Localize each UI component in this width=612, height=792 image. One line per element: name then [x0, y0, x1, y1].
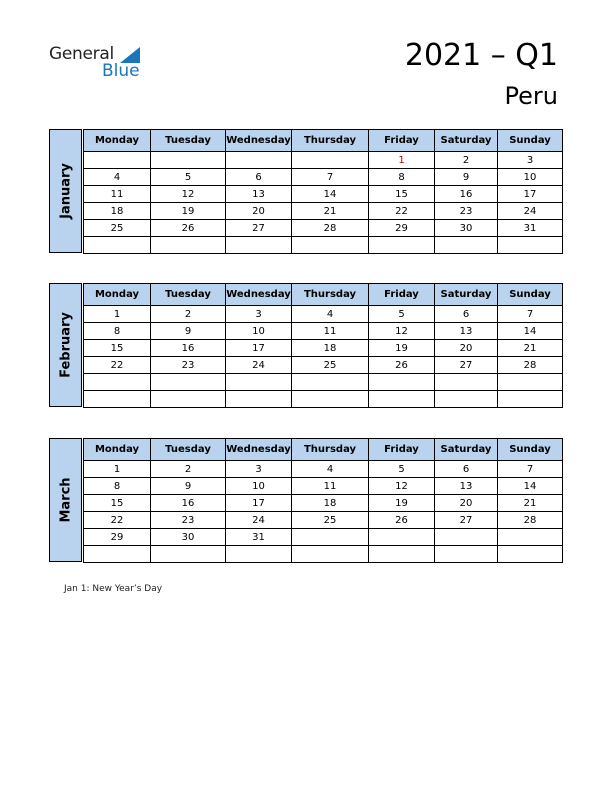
day-cell: 27	[226, 220, 292, 237]
week-row	[84, 237, 563, 254]
weekday-header: Monday	[84, 130, 151, 152]
week-row	[84, 323, 563, 340]
day-cell: 11	[84, 186, 151, 203]
day-cell	[84, 374, 151, 391]
day-cell: 7	[498, 306, 563, 323]
day-cell	[435, 546, 498, 563]
weekday-header: Monday	[84, 284, 151, 306]
week-row	[84, 169, 563, 186]
day-cell: 21	[498, 340, 563, 357]
day-cell	[226, 237, 292, 254]
weekday-header: Wednesday	[226, 130, 292, 152]
weekday-header: Friday	[369, 130, 435, 152]
day-cell	[292, 374, 369, 391]
day-cell: 12	[369, 323, 435, 340]
day-cell: 19	[369, 495, 435, 512]
day-cell	[226, 152, 292, 169]
weekday-header-row	[84, 439, 563, 461]
day-cell: 16	[151, 495, 226, 512]
day-cell	[498, 374, 563, 391]
day-cell	[435, 391, 498, 408]
month-name: January	[58, 163, 73, 219]
weekday-header: Thursday	[292, 284, 369, 306]
holiday-note: Jan 1: New Year’s Day	[64, 584, 163, 594]
day-cell	[435, 374, 498, 391]
weekday-header: Monday	[84, 439, 151, 461]
day-cell: 15	[84, 340, 151, 357]
day-cell: 3	[226, 461, 292, 478]
day-cell: 10	[226, 323, 292, 340]
day-cell: 7	[498, 461, 563, 478]
weekday-header: Tuesday	[151, 130, 226, 152]
day-cell: 6	[435, 461, 498, 478]
weekday-header: Thursday	[292, 130, 369, 152]
week-row	[84, 306, 563, 323]
day-cell: 14	[498, 323, 563, 340]
day-cell	[369, 237, 435, 254]
day-cell: 13	[435, 323, 498, 340]
day-cell: 3	[498, 152, 563, 169]
month-name: March	[58, 477, 73, 523]
day-cell: 27	[435, 357, 498, 374]
day-cell: 26	[369, 512, 435, 529]
weekday-header: Tuesday	[151, 439, 226, 461]
day-cell: 9	[435, 169, 498, 186]
day-cell: 6	[226, 169, 292, 186]
day-cell	[151, 391, 226, 408]
day-cell: 6	[435, 306, 498, 323]
day-cell: 22	[369, 203, 435, 220]
day-cell	[226, 374, 292, 391]
day-cell: 16	[151, 340, 226, 357]
day-cell: 22	[84, 357, 151, 374]
day-cell	[292, 546, 369, 563]
day-cell: 31	[498, 220, 563, 237]
week-row	[84, 529, 563, 546]
week-row	[84, 152, 563, 169]
weekday-header: Thursday	[292, 439, 369, 461]
day-cell: 25	[84, 220, 151, 237]
day-cell	[84, 391, 151, 408]
month-label-cell	[49, 283, 82, 407]
weekday-header: Saturday	[435, 439, 498, 461]
day-cell: 5	[369, 461, 435, 478]
day-cell: 14	[292, 186, 369, 203]
day-cell: 7	[292, 169, 369, 186]
day-cell: 28	[498, 512, 563, 529]
day-cell: 30	[151, 529, 226, 546]
day-cell: 2	[435, 152, 498, 169]
week-row	[84, 186, 563, 203]
day-cell	[292, 529, 369, 546]
weekday-header: Friday	[369, 284, 435, 306]
day-cell	[435, 529, 498, 546]
month-name: February	[58, 312, 73, 378]
day-cell	[498, 237, 563, 254]
week-row	[84, 374, 563, 391]
month-grid	[83, 129, 563, 254]
day-cell	[151, 152, 226, 169]
day-cell	[84, 152, 151, 169]
day-cell: 1	[84, 461, 151, 478]
week-row	[84, 357, 563, 374]
day-cell: 18	[292, 340, 369, 357]
day-cell: 8	[84, 478, 151, 495]
month-calendar-january	[49, 129, 563, 255]
day-cell: 1	[369, 152, 435, 169]
day-cell: 23	[151, 357, 226, 374]
day-cell	[151, 237, 226, 254]
day-cell: 18	[292, 495, 369, 512]
day-cell	[151, 374, 226, 391]
day-cell	[151, 546, 226, 563]
day-cell: 15	[369, 186, 435, 203]
day-cell: 17	[226, 340, 292, 357]
day-cell: 4	[292, 306, 369, 323]
month-label-cell	[49, 129, 82, 253]
day-cell: 28	[292, 220, 369, 237]
day-cell: 20	[435, 495, 498, 512]
day-cell: 2	[151, 306, 226, 323]
day-cell: 25	[292, 357, 369, 374]
day-cell: 1	[84, 306, 151, 323]
day-cell	[498, 546, 563, 563]
month-calendar-february	[49, 283, 563, 409]
generalblue-logo	[49, 44, 159, 84]
weekday-header: Tuesday	[151, 284, 226, 306]
day-cell: 11	[292, 323, 369, 340]
day-cell: 10	[498, 169, 563, 186]
day-cell	[369, 529, 435, 546]
weekday-header: Friday	[369, 439, 435, 461]
day-cell: 12	[151, 186, 226, 203]
day-cell	[292, 237, 369, 254]
logo-general-text: General	[49, 44, 114, 64]
weekday-header: Saturday	[435, 130, 498, 152]
day-cell: 16	[435, 186, 498, 203]
weekday-header: Wednesday	[226, 284, 292, 306]
day-cell: 31	[226, 529, 292, 546]
day-cell: 23	[151, 512, 226, 529]
day-cell: 18	[84, 203, 151, 220]
weekday-header: Sunday	[498, 439, 563, 461]
day-cell: 22	[84, 512, 151, 529]
day-cell: 21	[292, 203, 369, 220]
day-cell: 3	[226, 306, 292, 323]
day-cell	[369, 374, 435, 391]
day-cell: 10	[226, 478, 292, 495]
day-cell: 26	[151, 220, 226, 237]
week-row	[84, 461, 563, 478]
day-cell	[498, 529, 563, 546]
day-cell	[84, 546, 151, 563]
day-cell: 4	[292, 461, 369, 478]
week-row	[84, 203, 563, 220]
day-cell: 2	[151, 461, 226, 478]
day-cell: 13	[435, 478, 498, 495]
day-cell	[435, 237, 498, 254]
weekday-header: Saturday	[435, 284, 498, 306]
day-cell	[84, 237, 151, 254]
day-cell	[369, 391, 435, 408]
weekday-header: Wednesday	[226, 439, 292, 461]
day-cell: 9	[151, 323, 226, 340]
day-cell: 20	[226, 203, 292, 220]
day-cell	[292, 152, 369, 169]
day-cell: 27	[435, 512, 498, 529]
day-cell: 8	[369, 169, 435, 186]
day-cell: 17	[226, 495, 292, 512]
day-cell: 26	[369, 357, 435, 374]
weekday-header-row	[84, 284, 563, 306]
day-cell: 29	[369, 220, 435, 237]
day-cell: 9	[151, 478, 226, 495]
week-row	[84, 340, 563, 357]
month-label-cell	[49, 438, 82, 562]
day-cell	[498, 391, 563, 408]
day-cell: 30	[435, 220, 498, 237]
month-calendar-march	[49, 438, 563, 564]
day-cell: 29	[84, 529, 151, 546]
day-cell: 4	[84, 169, 151, 186]
day-cell	[369, 546, 435, 563]
month-grid	[83, 438, 563, 563]
day-cell: 15	[84, 495, 151, 512]
day-cell: 20	[435, 340, 498, 357]
day-cell: 12	[369, 478, 435, 495]
day-cell: 21	[498, 495, 563, 512]
month-grid	[83, 283, 563, 408]
day-cell	[292, 391, 369, 408]
day-cell: 24	[226, 512, 292, 529]
logo-blue-text: Blue	[102, 61, 140, 81]
day-cell: 5	[151, 169, 226, 186]
day-cell: 25	[292, 512, 369, 529]
week-row	[84, 220, 563, 237]
day-cell	[226, 546, 292, 563]
day-cell: 17	[498, 186, 563, 203]
day-cell	[226, 391, 292, 408]
day-cell: 13	[226, 186, 292, 203]
day-cell: 19	[369, 340, 435, 357]
weekday-header: Sunday	[498, 284, 563, 306]
page-title: 2021 – Q1	[404, 38, 558, 73]
weekday-header-row	[84, 130, 563, 152]
day-cell: 5	[369, 306, 435, 323]
day-cell: 11	[292, 478, 369, 495]
week-row	[84, 546, 563, 563]
day-cell: 24	[226, 357, 292, 374]
week-row	[84, 478, 563, 495]
week-row	[84, 391, 563, 408]
day-cell: 8	[84, 323, 151, 340]
day-cell: 19	[151, 203, 226, 220]
weekday-header: Sunday	[498, 130, 563, 152]
day-cell: 23	[435, 203, 498, 220]
day-cell: 24	[498, 203, 563, 220]
week-row	[84, 495, 563, 512]
day-cell: 28	[498, 357, 563, 374]
week-row	[84, 512, 563, 529]
day-cell: 14	[498, 478, 563, 495]
country-name: Peru	[504, 82, 558, 110]
